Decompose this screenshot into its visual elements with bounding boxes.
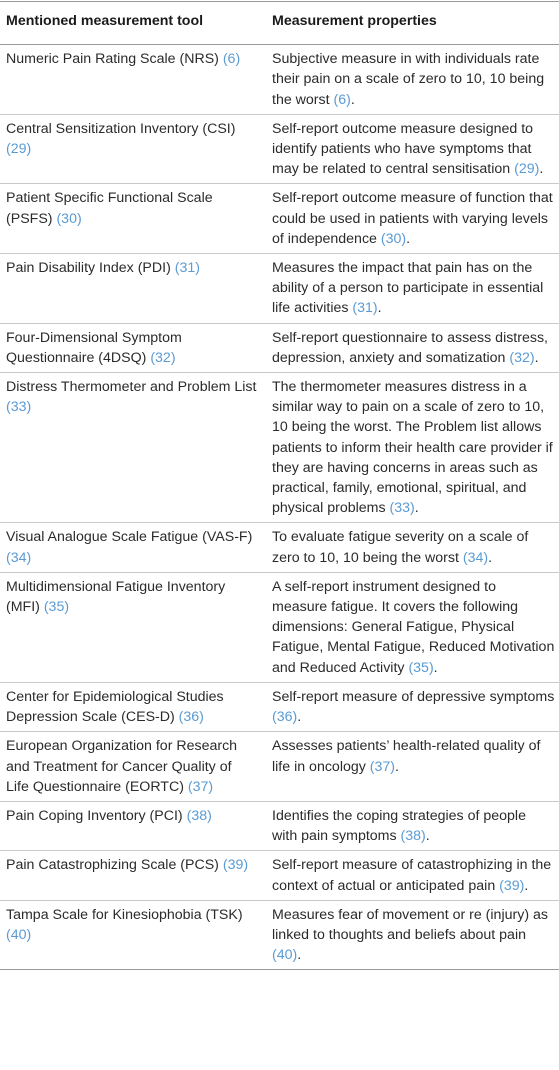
properties-reference-link[interactable]: (39) — [499, 877, 525, 894]
tool-reference-link[interactable]: (40) — [6, 926, 32, 943]
properties-text: Subjective measure in with individuals rate their pain on a scale of zero to 10, 10 being the worst — [272, 51, 545, 108]
tool-cell — [0, 732, 264, 802]
tool-reference-link[interactable]: (38) — [186, 807, 212, 824]
properties-period: . — [539, 161, 544, 178]
properties-reference-link[interactable]: (33) — [389, 500, 415, 517]
header-measurement-tool: Mentioned measurement tool — [0, 2, 264, 45]
properties-text: The thermometer measures distress in a similar way to pain on a scale of zero to 10, 10 being the worst. The Problem list allows patients to inform their health care provider if they are having concerns in areas such as practical, family, emotional, spiritual, and physical problems — [272, 379, 553, 517]
table-row — [0, 801, 559, 850]
properties-cell — [264, 732, 559, 802]
properties-reference-link[interactable]: (35) — [408, 659, 434, 676]
table-row — [0, 323, 559, 372]
properties-reference-link[interactable]: (6) — [333, 91, 351, 108]
properties-cell — [264, 45, 559, 115]
table-row — [0, 851, 559, 900]
properties-cell — [264, 801, 559, 850]
tool-cell — [0, 682, 264, 731]
tool-cell — [0, 851, 264, 900]
properties-text: To evaluate fatigue severity on a scale of zero to 10, 10 being the worst — [272, 529, 529, 566]
tool-reference-link[interactable]: (32) — [150, 349, 176, 366]
properties-cell — [264, 323, 559, 372]
properties-period: . — [406, 230, 411, 247]
properties-cell — [264, 373, 559, 523]
properties-period: . — [534, 349, 539, 366]
properties-text: A self-report instrument designed to measure fatigue. It covers the following dimensions: General Fatigue, Physical Fatigue, Mental Fatigue, Reduced Motivation and Reduced Activity — [272, 578, 555, 676]
properties-text: Measures fear of movement or re (injury) as linked to thoughts and beliefs about pain — [272, 906, 548, 943]
properties-reference-link[interactable]: (29) — [514, 161, 540, 178]
properties-cell — [264, 682, 559, 731]
tool-name: Pain Catastrophizing Scale (PCS) — [6, 857, 223, 874]
tool-name: Visual Analogue Scale Fatigue (VAS-F) — [6, 529, 253, 546]
properties-reference-link[interactable]: (32) — [509, 349, 535, 366]
tool-cell — [0, 801, 264, 850]
tool-cell — [0, 373, 264, 523]
tool-name: Multidimensional Fatigue Inventory (MFI) — [6, 578, 226, 616]
properties-cell — [264, 254, 559, 324]
tool-name: European Organization for Research and Treatment for Cancer Quality of Life Questionnaire (EORTC) — [6, 738, 238, 795]
tool-reference-link[interactable]: (36) — [178, 709, 204, 726]
tool-name: Tampa Scale for Kinesiophobia (TSK) — [6, 906, 243, 923]
tool-name: Patient Specific Functional Scale (PSFS) — [6, 190, 213, 227]
tool-cell — [0, 45, 264, 115]
properties-cell — [264, 114, 559, 184]
tool-name: Four-Dimensional Symptom Questionnaire (4DSQ) — [6, 329, 182, 366]
tool-cell — [0, 900, 264, 970]
properties-period: . — [395, 758, 399, 775]
tool-cell — [0, 254, 264, 324]
tool-reference-link[interactable]: (35) — [43, 599, 70, 616]
properties-period: . — [414, 500, 419, 517]
tool-cell — [0, 523, 264, 572]
tool-reference-link[interactable]: (30) — [56, 210, 82, 227]
table-row — [0, 254, 559, 324]
tool-cell — [0, 114, 264, 184]
tool-name: Pain Coping Inventory (PCI) — [6, 807, 187, 824]
properties-text: Self-report measure of catastrophizing in the context of actual or anticipated pain — [272, 857, 552, 894]
tool-name: Center for Epidemiological Studies Depression Scale (CES-D) — [6, 688, 224, 726]
properties-period: . — [488, 549, 493, 566]
tool-name: Distress Thermometer and Problem List — [6, 379, 257, 396]
properties-reference-link[interactable]: (30) — [380, 230, 407, 247]
properties-text: Assesses patients’ health-related quality of life in oncology — [272, 738, 541, 775]
table-row — [0, 523, 559, 572]
properties-text: Measures the impact that pain has on the ability of a person to participate in essential life activities — [272, 260, 544, 317]
properties-period: . — [297, 947, 302, 964]
properties-text: Identifies the coping strategies of people with pain symptoms — [272, 807, 526, 845]
properties-text: Self-report measure of depressive symptoms — [272, 688, 555, 705]
properties-period: . — [425, 828, 430, 845]
properties-text: Self-report outcome measure of function that could be used in patients with varying levels of independence — [272, 190, 553, 247]
tool-reference-link[interactable]: (29) — [6, 141, 32, 158]
table-header — [0, 2, 559, 45]
tool-cell — [0, 323, 264, 372]
header-measurement-properties: Measurement properties — [264, 2, 559, 45]
tool-reference-link[interactable]: (33) — [6, 399, 32, 416]
table-row — [0, 900, 559, 970]
properties-period: . — [433, 659, 438, 676]
properties-period: . — [524, 877, 529, 894]
tool-cell — [0, 184, 264, 254]
table-row — [0, 45, 559, 115]
properties-cell — [264, 572, 559, 682]
properties-cell — [264, 851, 559, 900]
tool-name: Numeric Pain Rating Scale (NRS) — [6, 51, 223, 68]
tool-cell — [0, 572, 264, 682]
measurement-tools-table — [0, 1, 559, 970]
properties-reference-link[interactable]: (36) — [272, 709, 298, 726]
table-body — [0, 45, 559, 970]
table-row — [0, 114, 559, 184]
properties-cell — [264, 523, 559, 572]
table-row — [0, 682, 559, 731]
properties-period: . — [377, 300, 382, 317]
properties-cell — [264, 184, 559, 254]
properties-reference-link[interactable]: (38) — [400, 828, 426, 845]
properties-reference-link[interactable]: (40) — [272, 947, 298, 964]
tool-name: Central Sensitization Inventory (CSI) — [6, 120, 236, 137]
table-row — [0, 184, 559, 254]
properties-reference-link[interactable]: (34) — [462, 549, 489, 566]
properties-period: . — [297, 709, 302, 726]
properties-period: . — [350, 91, 355, 108]
table-row — [0, 373, 559, 523]
tool-reference-link[interactable]: (31) — [174, 260, 200, 277]
tool-reference-link[interactable]: (6) — [222, 51, 241, 68]
properties-text: Self-report questionnaire to assess distress, depression, anxiety and somatization — [272, 329, 548, 366]
properties-text: Self-report outcome measure designed to identify patients who have symptoms that may be related to central sensitisation — [272, 120, 534, 178]
header-row — [0, 2, 559, 45]
tool-name: Pain Disability Index (PDI) — [6, 260, 175, 277]
table-row — [0, 572, 559, 682]
tool-reference-link[interactable]: (34) — [6, 549, 32, 566]
properties-reference-link[interactable]: (37) — [369, 758, 396, 775]
table-row — [0, 732, 559, 802]
properties-cell — [264, 900, 559, 970]
tool-reference-link[interactable]: (39) — [222, 857, 249, 874]
tool-reference-link[interactable]: (37) — [187, 778, 214, 795]
properties-reference-link[interactable]: (31) — [352, 300, 378, 317]
